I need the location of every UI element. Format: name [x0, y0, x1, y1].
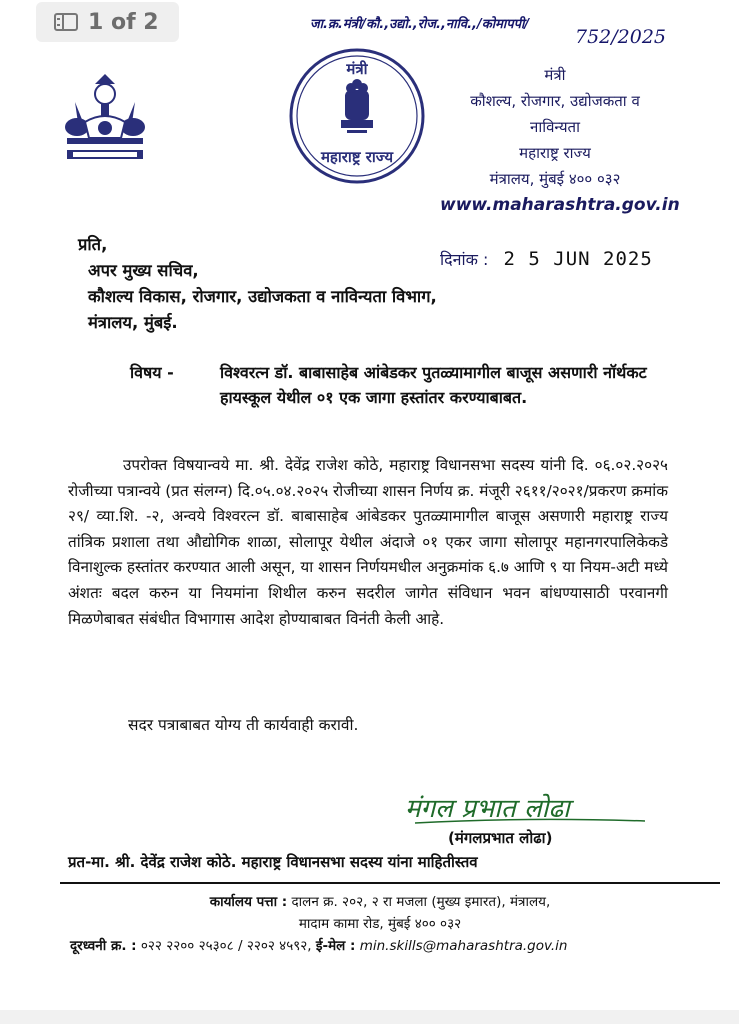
minister-seal — [287, 46, 427, 186]
addressee-line: मंत्रालय, मुंबई. — [88, 313, 178, 332]
seal-top-text: मंत्री — [346, 60, 368, 78]
address-line-2: मादाम कामा रोड, मुंबई ४०० ०३२ — [298, 916, 462, 932]
footer-address — [80, 892, 680, 910]
footer-divider — [60, 882, 720, 884]
address-line-1: दालन क्र. २०२, २ रा मजला (मुख्य इमारत), मंत्रालय, — [291, 894, 551, 910]
email-address[interactable]: min.skills@maharashtra.gov.in — [359, 938, 568, 954]
seal-bottom-text: महाराष्ट्र राज्य — [320, 148, 394, 166]
minister-state: महाराष्ट्र राज्य — [519, 144, 591, 162]
addressee-block — [78, 232, 437, 336]
next-page-edge — [0, 1010, 739, 1024]
addressee-line: प्रति, — [78, 235, 108, 254]
date-row — [440, 248, 653, 270]
date-label: दिनांक : — [440, 250, 489, 269]
page-indicator-label: 1 of 2 — [88, 9, 159, 35]
minister-title: मंत्री — [544, 66, 566, 84]
signature-script: मंगल प्रभात लोढा — [405, 794, 570, 824]
phone-number: ०२२ २२०० २५३०८ / २२०२ ४५९२, — [140, 938, 312, 954]
page-indicator[interactable] — [36, 2, 179, 42]
reference-number: जा.क्र.मंत्री/कौ.,उद्यो.,रोज.,नावि.,/कोमापपी/ — [310, 17, 530, 32]
subject-label: विषय - — [130, 363, 174, 382]
date-stamp: 2 5 JUN 2025 — [503, 248, 653, 270]
website-link[interactable]: www.maharashtra.gov.in — [440, 195, 680, 215]
email-label: ई-मेल : — [315, 938, 356, 954]
minister-office: मंत्रालय, मुंबई ४०० ०३२ — [489, 170, 621, 188]
closing-line: सदर पत्राबाबत योग्य ती कार्यवाही करावी. — [128, 716, 359, 734]
page-view-icon — [54, 13, 78, 31]
reference-handwritten: 752/2025 — [575, 26, 667, 48]
addressee-line: कौशल्य विकास, रोजगार, उद्योजकता व नाविन्यता विभाग, — [88, 287, 437, 306]
signer-name: (मंगलप्रभात लोढा) — [448, 829, 553, 847]
addressee-line: अपर मुख्य सचिव, — [88, 261, 199, 280]
footer-contact — [70, 936, 720, 954]
minister-portfolio-1: कौशल्य, रोजगार, उद्योजकता व — [470, 92, 640, 110]
minister-portfolio-2: नाविन्यता — [530, 118, 580, 136]
copy-to-line: प्रत-मा. श्री. देवेंद्र राजेश कोठे. महाराष्ट्र विधानसभा सदस्य यांना माहितीस्तव — [68, 853, 478, 871]
signature — [405, 787, 655, 827]
address-label: कार्यालय पत्ता : — [209, 894, 288, 910]
phone-label: दूरध्वनी क्र. : — [70, 938, 137, 954]
subject-text: विश्वरत्न डॉ. बाबासाहेब आंबेडकर पुतळ्यामागील बाजूस असणारी नॉर्थकट हायस्कूल येथील ०१ एक जागा हस्तांतर करण्याबाबत. — [220, 363, 647, 407]
minister-letterhead — [440, 62, 680, 218]
state-emblem-logo — [55, 72, 155, 164]
letter-body: उपरोक्त विषयान्वये मा. श्री. देवेंद्र राजेश कोठे, महाराष्ट्र विधानसभा सदस्य यांनी दि. ०६.०२.२०२५ रोजीच्या पत्रान्वये (प्रत संलग्न) दि.०५.०४.२०२५ रोजीच्या शासन निर्णय क्र. मंजूरी २६११/२०२१/प्रकरण क्रमांक २९/ व्या.शि. -२, अन्वये विश्वरत्न डॉ. बाबासाहेब आंबेडकर पुतळ्यामागील बाजूस असणारी महाराष्ट्र राज्य तांत्रिक प्रशाला तथा औद्योगिक शाळा, सोलापूर येथील अंदाजे ०१ एकर जागा सोलापूर महानगरपालिकेकडे विनाशुल्क हस्तांतर करण्यात आली असून, या शासन निर्णयमधील अनुक्रमांक ६.७ आणि ९ या नियम-अटी मध्ये अंशतः बदल करुन या नियमांना शिथील करुन सदरील जागेत संविधान भवन बांधण्यासाठी परवानगी मिळणेबाबत संबंधीत विभागास आदेश होण्याबाबत विनंती केली आहे. — [68, 456, 668, 628]
